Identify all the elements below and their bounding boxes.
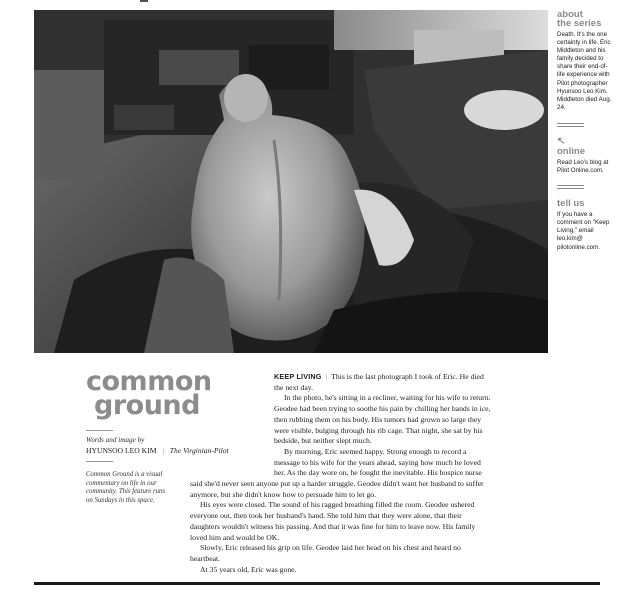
author-name: HYUNSOO LEO KIM (86, 446, 157, 455)
online-text[interactable]: Read Leo's blog at Pilot Online.com. (557, 158, 609, 175)
kicker-separator: | (325, 372, 328, 381)
about-text: Death. It's the one certainty in life. Eric Middleton and his family decided to share their end-of-life experience with Pilot photographer Hyunsoo Leo Kim. Middleton died Aug. 24. (557, 31, 612, 111)
photo-illustration (34, 10, 548, 353)
byline-rule (86, 461, 113, 462)
story-lead (274, 372, 492, 393)
story-paragraph: In the photo, he's sitting in a recliner, waiting for his wife to return. Geodee had been trying to soothe his pain by chilling her hands in ice, then rubbing them on his body. His tumors had grown so large they were visible, bulging through his rib cage. That night, she sat by his bedside, but neither slept much. (274, 393, 491, 446)
tell-us-text[interactable]: If you have a comment on "Keep Living," email leo.kim@ pilotonline.com. (557, 211, 610, 251)
feature-photo (34, 10, 548, 353)
byline-separator: | (162, 446, 164, 455)
online-heading: online (557, 145, 585, 157)
story-paragraph: By morning, Eric seemed happy. Strong enough to record a message to his wife for the years ahead, saying how much he loved her. As the day wore on, he fought the inevitable. His hospice nurse (274, 446, 482, 478)
about-section (557, 10, 615, 112)
about-heading: about (557, 9, 583, 20)
story-paragraph: His eyes were closed. The sound of his ragged breathing filled the room. Geodee ushered everyone out, then took her husband's hand. She told him that they were alone, that their daughters wouldn't witness his passing. And that it was fine for him to leave now. His family loved him and would be OK. (190, 500, 476, 542)
bottom-rule (34, 582, 600, 585)
title-line-2: ground (94, 390, 200, 421)
title-line-1: common (86, 366, 212, 397)
about-heading-line2: the series (557, 18, 602, 29)
section-divider (557, 123, 584, 127)
story-paragraph: Slowly, Eric released his grip on life. Geodee laid her head on his chest and heard no heartbeat. (190, 543, 461, 563)
story-top-column (190, 372, 492, 479)
story-paragraph-continued: said she'd never seen anyone put up a harder struggle. Geodee didn't want her husband to suffer anymore, but she didn't know how to persuade him to let go. (190, 479, 484, 499)
story-paragraph: At 35 years old, Eric was gone. (200, 564, 297, 574)
top-edge-mark (140, 0, 148, 2)
sidebar (557, 10, 615, 252)
title-rule (86, 430, 113, 431)
story-body (190, 372, 492, 575)
feature-blurb: Common Ground is a visual commentary on life in our community. This feature runs on Sundays in this space. (86, 471, 166, 504)
lead-text: This is the last photograph I took of Eric. He died the next day. (274, 372, 484, 392)
arrow-icon: ↖ (557, 135, 566, 147)
publication-name: The Virginian-Pilot (169, 446, 229, 455)
credit-label: Words and image by (86, 436, 145, 444)
tell-us-heading: tell us (557, 198, 585, 210)
story-kicker: KEEP LIVING (274, 372, 322, 381)
section-divider (557, 185, 584, 189)
